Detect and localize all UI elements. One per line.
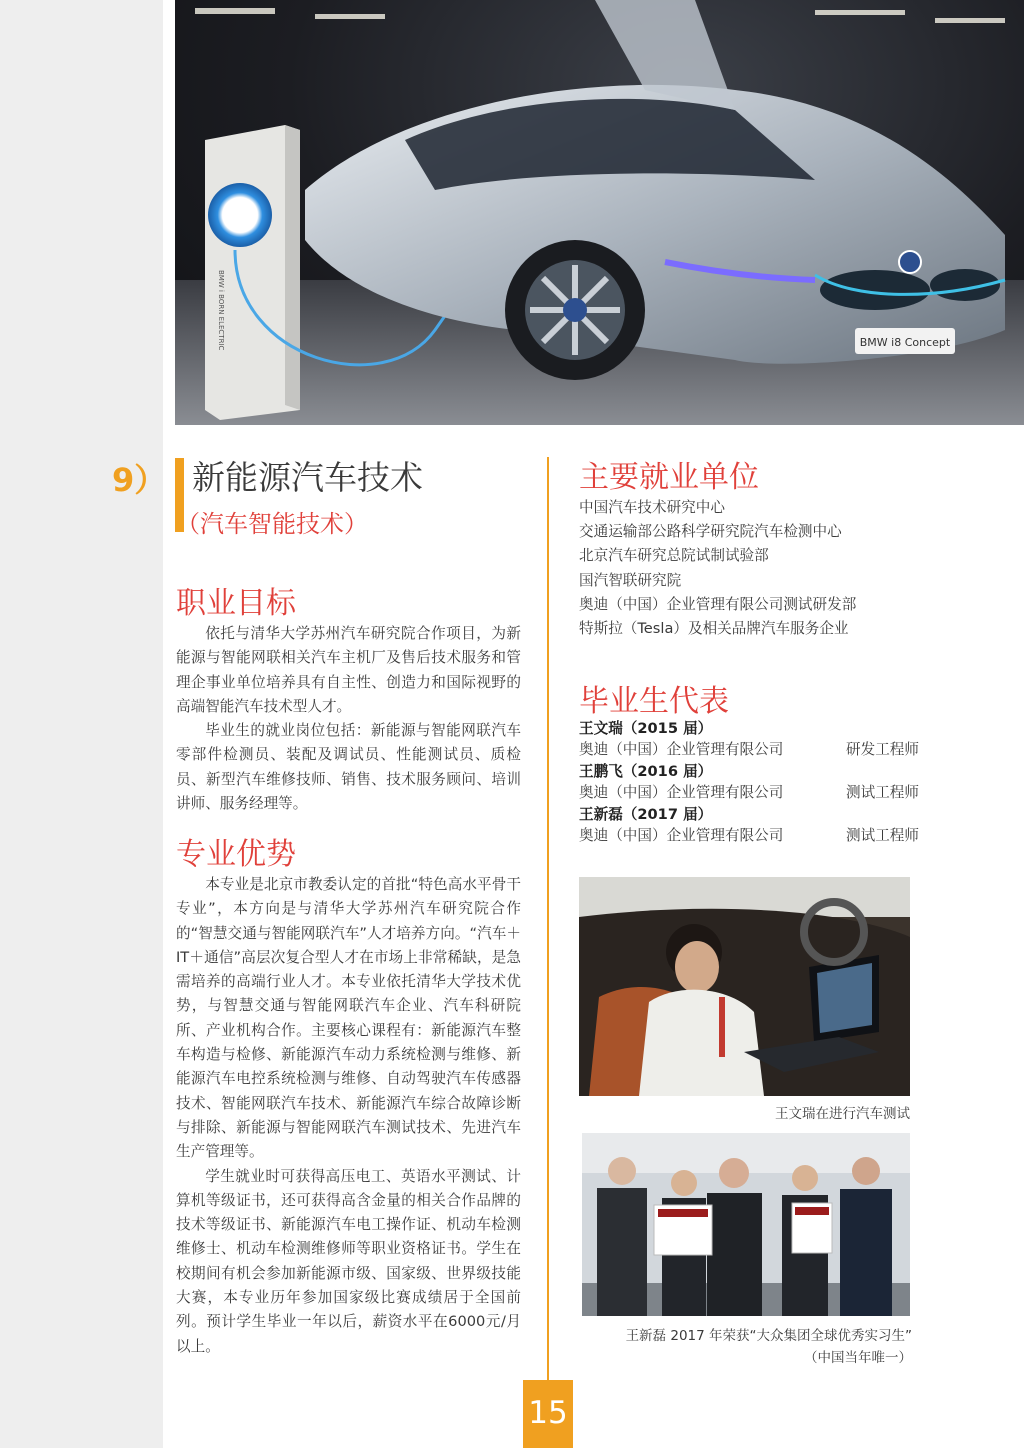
paragraph: 依托与清华大学苏州汽车研究院合作项目，为新能源与智能网联相关汽车主机厂及售后技术服务和管理企事业单位培养具有自主性、创造力和国际视野的高端智能汽车技术型人才。 [176,625,521,715]
graduate-entry [579,761,919,804]
photo-caption: 王文瑞在进行汽车测试 [775,1106,910,1122]
graduates-heading: 毕业生代表 [579,684,729,719]
charger-label: BMW i BORN ELECTRIC [217,270,225,351]
photo-caption: 王新磊 2017 年荣获“大众集团全球优秀实习生” [625,1328,912,1344]
list-item: 奥迪（中国）企业管理有限公司测试研发部 [579,595,857,613]
graduate-entry [579,804,919,847]
graduates-list [579,718,919,847]
advantages-heading: 专业优势 [176,837,296,872]
graduate-company: 奥迪（中国）企业管理有限公司 [579,827,784,844]
page-title: 新能源汽车技术 [192,458,423,497]
graduate-role: 测试工程师 [846,827,919,844]
paragraph: 学生就业时可获得高压电工、英语水平测试、计算机等级证书，还可获得高含金量的相关合作品牌的技术等级证书、新能源汽车电工操作证、机动车检测维修士、机动车检测维修师等职业资格证书。学生在校期间有机会参加新能源市级、国家级、世界级技能大赛，本专业历年参加国家级比赛成绩居于全国前列。预计学生毕业一年以后，薪资水平在6000元/月以上。 [176,1167,521,1355]
advantages-text [176,873,521,1359]
graduate-name: 王文瑞（2015 届） [579,720,713,737]
car-illustration [175,0,1024,425]
employers-heading: 主要就业单位 [579,460,759,495]
paragraph: 本专业是北京市教委认定的首批“特色高水平骨干专业”，本方向是与清华大学苏州汽车研究院合作的“智慧交通与智能网联汽车”人才培养方向。“汽车＋IT＋通信”高层次复合型人才在市场上非常稀缺，是急需培养的高端行业人才。本专业依托清华大学技术优势，与智慧交通与智能网联汽车企业、汽车科研院所、产业机构合作。主要核心课程有：新能源汽车整车构造与检修、新能源汽车动力系统检测与维修、新能源汽车电控系统检测与维修、自动驾驶汽车传感器技术、智能网联汽车技术、新能源汽车综合故障诊断与排除、新能源与智能网联汽车测试技术、先进汽车生产管理等。 [176,876,521,1161]
photo-caption-note: （中国当年唯一） [804,1350,912,1366]
graduate-company: 奥迪（中国）企业管理有限公司 [579,784,784,801]
page-subtitle: （汽车智能技术） [176,510,368,538]
graduate-role: 研发工程师 [846,741,919,758]
list-item: 交通运输部公路科学研究院汽车检测中心 [579,523,842,541]
section-number: 9） [112,461,167,499]
list-item: 中国汽车技术研究中心 [579,499,725,516]
graduate-company: 奥迪（中国）企业管理有限公司 [579,741,784,758]
license-plate: BMW i8 Concept [859,336,951,349]
graduate-name: 王鹏飞（2016 届） [579,763,713,780]
graduate-role: 测试工程师 [846,784,919,801]
left-margin-band [0,0,163,1448]
hero-car-photo [175,0,1024,425]
list-item: 特斯拉（Tesla）及相关品牌汽车服务企业 [579,620,849,638]
award-ceremony-photo [582,1133,910,1316]
paragraph: 毕业生的就业岗位包括：新能源与智能网联汽车零部件检测员、装配及调试员、性能测试员、质检员、新型汽车维修技师、销售、技术服务顾问、培训讲师、服务经理等。 [176,722,521,813]
graduate-name: 王新磊（2017 届） [579,806,713,823]
car-testing-photo [579,877,910,1096]
career-goals-text [176,622,521,816]
list-item: 国汽智联研究院 [579,571,682,589]
column-divider [547,457,549,1380]
page-number: 15 [523,1380,573,1448]
employer-list [579,496,939,641]
career-goals-heading: 职业目标 [176,586,296,621]
graduate-entry [579,718,919,761]
list-item: 北京汽车研究总院试制试验部 [579,547,769,565]
